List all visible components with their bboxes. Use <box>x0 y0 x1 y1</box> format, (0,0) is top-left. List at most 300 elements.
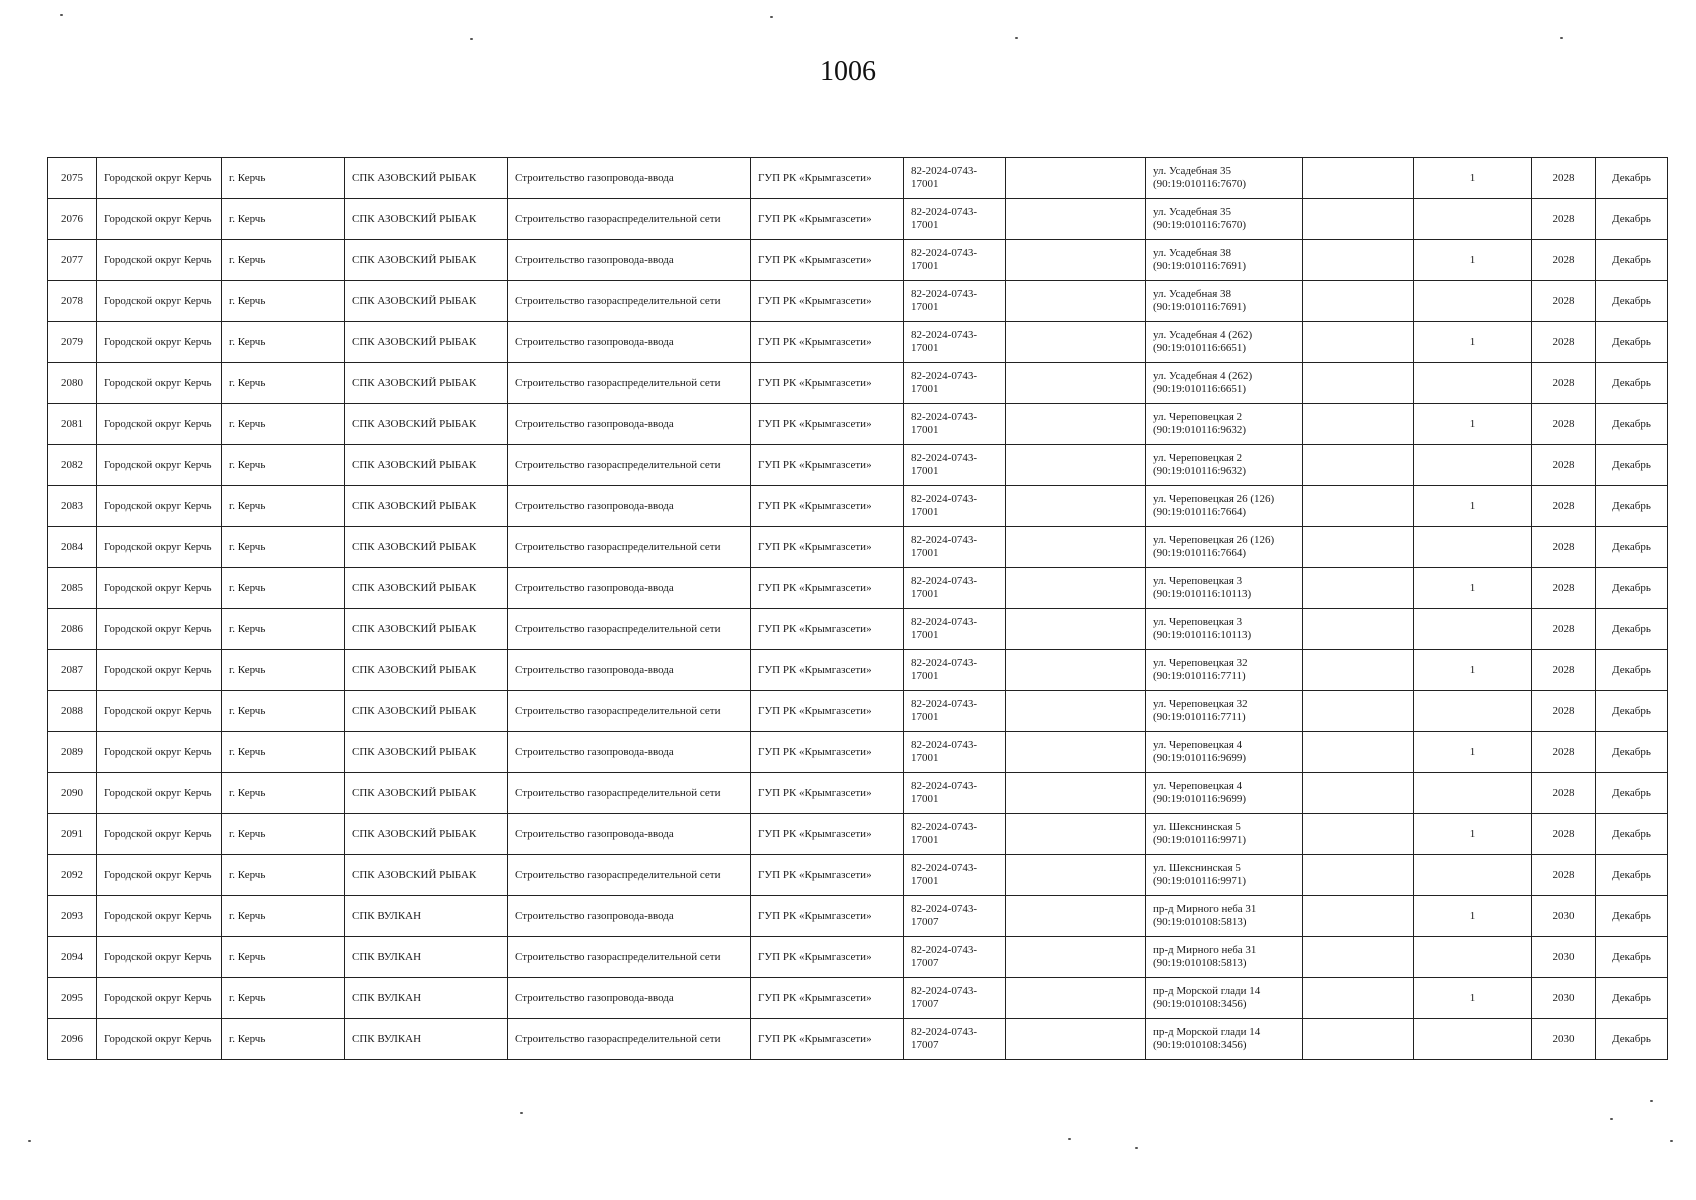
month-cell: Декабрь <box>1596 322 1668 363</box>
year-cell: 2028 <box>1532 445 1596 486</box>
city-cell: г. Керчь <box>222 773 345 814</box>
operator-cell: ГУП РК «Крымгазсети» <box>751 609 904 650</box>
operator-cell: ГУП РК «Крымгазсети» <box>751 937 904 978</box>
blank-cell <box>1006 896 1146 937</box>
year-cell: 2028 <box>1532 404 1596 445</box>
work-type-cell: Строительство газопровода-ввода <box>508 158 751 199</box>
operator-cell: ГУП РК «Крымгазсети» <box>751 240 904 281</box>
blank-cell <box>1303 281 1414 322</box>
row-number: 2078 <box>48 281 97 322</box>
organization-cell: СПК АЗОВСКИЙ РЫБАК <box>345 773 508 814</box>
row-number: 2096 <box>48 1019 97 1060</box>
district-cell: Городской округ Керчь <box>97 199 222 240</box>
district-cell: Городской округ Керчь <box>97 568 222 609</box>
row-number: 2094 <box>48 937 97 978</box>
registration-number-cell: 82-2024-0743-17001 <box>904 773 1006 814</box>
organization-cell: СПК ВУЛКАН <box>345 1019 508 1060</box>
count-cell <box>1414 281 1532 322</box>
operator-cell: ГУП РК «Крымгазсети» <box>751 486 904 527</box>
operator-cell: ГУП РК «Крымгазсети» <box>751 281 904 322</box>
blank-cell <box>1303 609 1414 650</box>
operator-cell: ГУП РК «Крымгазсети» <box>751 1019 904 1060</box>
work-type-cell: Строительство газораспределительной сети <box>508 1019 751 1060</box>
month-cell: Декабрь <box>1596 814 1668 855</box>
district-cell: Городской округ Керчь <box>97 896 222 937</box>
district-cell: Городской округ Керчь <box>97 1019 222 1060</box>
blank-cell <box>1006 486 1146 527</box>
count-cell <box>1414 199 1532 240</box>
month-cell: Декабрь <box>1596 240 1668 281</box>
year-cell: 2028 <box>1532 732 1596 773</box>
city-cell: г. Керчь <box>222 158 345 199</box>
operator-cell: ГУП РК «Крымгазсети» <box>751 568 904 609</box>
registration-number-cell: 82-2024-0743-17001 <box>904 732 1006 773</box>
registration-number-cell: 82-2024-0743-17007 <box>904 978 1006 1019</box>
month-cell: Декабрь <box>1596 1019 1668 1060</box>
row-number: 2089 <box>48 732 97 773</box>
operator-cell: ГУП РК «Крымгазсети» <box>751 773 904 814</box>
month-cell: Декабрь <box>1596 896 1668 937</box>
month-cell: Декабрь <box>1596 855 1668 896</box>
city-cell: г. Керчь <box>222 978 345 1019</box>
month-cell: Декабрь <box>1596 978 1668 1019</box>
row-number: 2085 <box>48 568 97 609</box>
count-cell <box>1414 937 1532 978</box>
district-cell: Городской округ Керчь <box>97 978 222 1019</box>
district-cell: Городской округ Керчь <box>97 486 222 527</box>
district-cell: Городской округ Керчь <box>97 445 222 486</box>
month-cell: Декабрь <box>1596 650 1668 691</box>
blank-cell <box>1303 814 1414 855</box>
address-cell: ул. Череповецкая 2 (90:19:010116:9632) <box>1146 404 1303 445</box>
month-cell: Декабрь <box>1596 568 1668 609</box>
count-cell <box>1414 445 1532 486</box>
operator-cell: ГУП РК «Крымгазсети» <box>751 363 904 404</box>
row-number: 2076 <box>48 199 97 240</box>
district-cell: Городской округ Керчь <box>97 732 222 773</box>
blank-cell <box>1303 732 1414 773</box>
table-row <box>48 691 1668 732</box>
organization-cell: СПК АЗОВСКИЙ РЫБАК <box>345 691 508 732</box>
work-type-cell: Строительство газопровода-ввода <box>508 568 751 609</box>
organization-cell: СПК АЗОВСКИЙ РЫБАК <box>345 240 508 281</box>
registration-number-cell: 82-2024-0743-17001 <box>904 814 1006 855</box>
table-row <box>48 978 1668 1019</box>
year-cell: 2028 <box>1532 650 1596 691</box>
address-cell: ул. Череповецкая 3 (90:19:010116:10113) <box>1146 609 1303 650</box>
month-cell: Декабрь <box>1596 404 1668 445</box>
registration-number-cell: 82-2024-0743-17001 <box>904 568 1006 609</box>
blank-cell <box>1303 363 1414 404</box>
organization-cell: СПК АЗОВСКИЙ РЫБАК <box>345 527 508 568</box>
address-cell: ул. Усадебная 35 (90:19:010116:7670) <box>1146 158 1303 199</box>
count-cell <box>1414 855 1532 896</box>
count-cell <box>1414 363 1532 404</box>
page-number: 1006 <box>820 56 876 87</box>
blank-cell <box>1303 855 1414 896</box>
table-row <box>48 158 1668 199</box>
row-number: 2080 <box>48 363 97 404</box>
registration-number-cell: 82-2024-0743-17001 <box>904 527 1006 568</box>
address-cell: пр-д Морской глади 14 (90:19:010108:3456) <box>1146 978 1303 1019</box>
blank-cell <box>1303 322 1414 363</box>
blank-cell <box>1303 773 1414 814</box>
operator-cell: ГУП РК «Крымгазсети» <box>751 732 904 773</box>
month-cell: Декабрь <box>1596 199 1668 240</box>
registration-number-cell: 82-2024-0743-17007 <box>904 896 1006 937</box>
year-cell: 2028 <box>1532 527 1596 568</box>
blank-cell <box>1303 1019 1414 1060</box>
scan-speck <box>520 1112 523 1114</box>
scan-speck <box>1610 1118 1613 1120</box>
city-cell: г. Керчь <box>222 363 345 404</box>
month-cell: Декабрь <box>1596 281 1668 322</box>
row-number: 2079 <box>48 322 97 363</box>
city-cell: г. Керчь <box>222 732 345 773</box>
blank-cell <box>1006 1019 1146 1060</box>
city-cell: г. Керчь <box>222 281 345 322</box>
year-cell: 2028 <box>1532 855 1596 896</box>
operator-cell: ГУП РК «Крымгазсети» <box>751 404 904 445</box>
work-type-cell: Строительство газораспределительной сети <box>508 527 751 568</box>
scan-speck <box>1650 1100 1653 1102</box>
registration-number-cell: 82-2024-0743-17001 <box>904 363 1006 404</box>
organization-cell: СПК АЗОВСКИЙ РЫБАК <box>345 158 508 199</box>
count-cell: 1 <box>1414 486 1532 527</box>
table-row <box>48 568 1668 609</box>
count-cell: 1 <box>1414 158 1532 199</box>
district-cell: Городской округ Керчь <box>97 240 222 281</box>
district-cell: Городской округ Керчь <box>97 527 222 568</box>
row-number: 2093 <box>48 896 97 937</box>
table-row <box>48 937 1668 978</box>
blank-cell <box>1006 240 1146 281</box>
registration-number-cell: 82-2024-0743-17001 <box>904 281 1006 322</box>
registration-number-cell: 82-2024-0743-17001 <box>904 158 1006 199</box>
address-cell: ул. Череповецкая 4 (90:19:010116:9699) <box>1146 773 1303 814</box>
row-number: 2095 <box>48 978 97 1019</box>
month-cell: Декабрь <box>1596 732 1668 773</box>
month-cell: Декабрь <box>1596 363 1668 404</box>
blank-cell <box>1303 240 1414 281</box>
city-cell: г. Керчь <box>222 609 345 650</box>
operator-cell: ГУП РК «Крымгазсети» <box>751 896 904 937</box>
table-row <box>48 404 1668 445</box>
year-cell: 2028 <box>1532 568 1596 609</box>
row-number: 2087 <box>48 650 97 691</box>
month-cell: Декабрь <box>1596 609 1668 650</box>
city-cell: г. Керчь <box>222 445 345 486</box>
district-cell: Городской округ Керчь <box>97 363 222 404</box>
address-cell: ул. Усадебная 4 (262) (90:19:010116:6651) <box>1146 363 1303 404</box>
district-cell: Городской округ Керчь <box>97 609 222 650</box>
address-cell: ул. Череповецкая 32 (90:19:010116:7711) <box>1146 691 1303 732</box>
count-cell <box>1414 691 1532 732</box>
row-number: 2083 <box>48 486 97 527</box>
registration-number-cell: 82-2024-0743-17001 <box>904 650 1006 691</box>
city-cell: г. Керчь <box>222 1019 345 1060</box>
year-cell: 2028 <box>1532 773 1596 814</box>
work-type-cell: Строительство газопровода-ввода <box>508 322 751 363</box>
operator-cell: ГУП РК «Крымгазсети» <box>751 199 904 240</box>
row-number: 2086 <box>48 609 97 650</box>
work-type-cell: Строительство газопровода-ввода <box>508 240 751 281</box>
blank-cell <box>1303 158 1414 199</box>
blank-cell <box>1303 650 1414 691</box>
organization-cell: СПК АЗОВСКИЙ РЫБАК <box>345 445 508 486</box>
registration-number-cell: 82-2024-0743-17001 <box>904 486 1006 527</box>
address-cell: ул. Шекснинская 5 (90:19:010116:9971) <box>1146 855 1303 896</box>
month-cell: Декабрь <box>1596 486 1668 527</box>
organization-cell: СПК АЗОВСКИЙ РЫБАК <box>345 568 508 609</box>
registration-number-cell: 82-2024-0743-17007 <box>904 1019 1006 1060</box>
district-cell: Городской округ Керчь <box>97 855 222 896</box>
month-cell: Декабрь <box>1596 445 1668 486</box>
row-number: 2090 <box>48 773 97 814</box>
scan-speck <box>28 1140 31 1142</box>
city-cell: г. Керчь <box>222 650 345 691</box>
count-cell: 1 <box>1414 322 1532 363</box>
organization-cell: СПК АЗОВСКИЙ РЫБАК <box>345 732 508 773</box>
count-cell: 1 <box>1414 896 1532 937</box>
year-cell: 2030 <box>1532 937 1596 978</box>
operator-cell: ГУП РК «Крымгазсети» <box>751 691 904 732</box>
work-type-cell: Строительство газораспределительной сети <box>508 937 751 978</box>
work-type-cell: Строительство газопровода-ввода <box>508 486 751 527</box>
table-row <box>48 814 1668 855</box>
month-cell: Декабрь <box>1596 527 1668 568</box>
registration-number-cell: 82-2024-0743-17001 <box>904 322 1006 363</box>
city-cell: г. Керчь <box>222 322 345 363</box>
scan-speck <box>1560 37 1563 39</box>
row-number: 2077 <box>48 240 97 281</box>
blank-cell <box>1303 978 1414 1019</box>
organization-cell: СПК АЗОВСКИЙ РЫБАК <box>345 199 508 240</box>
count-cell: 1 <box>1414 240 1532 281</box>
blank-cell <box>1303 896 1414 937</box>
table-row <box>48 322 1668 363</box>
row-number: 2081 <box>48 404 97 445</box>
work-type-cell: Строительство газораспределительной сети <box>508 445 751 486</box>
address-cell: ул. Усадебная 38 (90:19:010116:7691) <box>1146 281 1303 322</box>
table-row <box>48 486 1668 527</box>
year-cell: 2028 <box>1532 240 1596 281</box>
organization-cell: СПК АЗОВСКИЙ РЫБАК <box>345 322 508 363</box>
scan-speck <box>1135 1147 1138 1149</box>
organization-cell: СПК АЗОВСКИЙ РЫБАК <box>345 650 508 691</box>
registration-number-cell: 82-2024-0743-17007 <box>904 937 1006 978</box>
work-type-cell: Строительство газораспределительной сети <box>508 199 751 240</box>
count-cell <box>1414 1019 1532 1060</box>
work-type-cell: Строительство газораспределительной сети <box>508 855 751 896</box>
city-cell: г. Керчь <box>222 240 345 281</box>
blank-cell <box>1006 691 1146 732</box>
month-cell: Декабрь <box>1596 691 1668 732</box>
blank-cell <box>1006 732 1146 773</box>
table-row <box>48 527 1668 568</box>
work-type-cell: Строительство газораспределительной сети <box>508 691 751 732</box>
district-cell: Городской округ Керчь <box>97 404 222 445</box>
city-cell: г. Керчь <box>222 896 345 937</box>
work-type-cell: Строительство газораспределительной сети <box>508 773 751 814</box>
blank-cell <box>1303 486 1414 527</box>
count-cell: 1 <box>1414 650 1532 691</box>
organization-cell: СПК АЗОВСКИЙ РЫБАК <box>345 281 508 322</box>
operator-cell: ГУП РК «Крымгазсети» <box>751 445 904 486</box>
organization-cell: СПК АЗОВСКИЙ РЫБАК <box>345 814 508 855</box>
row-number: 2084 <box>48 527 97 568</box>
address-cell: пр-д Морской глади 14 (90:19:010108:3456) <box>1146 1019 1303 1060</box>
blank-cell <box>1303 568 1414 609</box>
address-cell: ул. Усадебная 4 (262) (90:19:010116:6651) <box>1146 322 1303 363</box>
address-cell: ул. Шекснинская 5 (90:19:010116:9971) <box>1146 814 1303 855</box>
blank-cell <box>1303 937 1414 978</box>
organization-cell: СПК АЗОВСКИЙ РЫБАК <box>345 486 508 527</box>
scan-speck <box>1068 1138 1071 1140</box>
address-cell: ул. Череповецкая 26 (126) (90:19:010116:7664) <box>1146 527 1303 568</box>
year-cell: 2028 <box>1532 609 1596 650</box>
table-row <box>48 199 1668 240</box>
address-cell: ул. Усадебная 35 (90:19:010116:7670) <box>1146 199 1303 240</box>
table-row <box>48 363 1668 404</box>
address-cell: ул. Череповецкая 4 (90:19:010116:9699) <box>1146 732 1303 773</box>
district-cell: Городской округ Керчь <box>97 322 222 363</box>
blank-cell <box>1303 445 1414 486</box>
count-cell <box>1414 527 1532 568</box>
city-cell: г. Керчь <box>222 691 345 732</box>
blank-cell <box>1006 445 1146 486</box>
year-cell: 2028 <box>1532 814 1596 855</box>
month-cell: Декабрь <box>1596 937 1668 978</box>
organization-cell: СПК АЗОВСКИЙ РЫБАК <box>345 404 508 445</box>
scan-speck <box>60 14 63 16</box>
registration-number-cell: 82-2024-0743-17001 <box>904 240 1006 281</box>
work-type-cell: Строительство газопровода-ввода <box>508 896 751 937</box>
city-cell: г. Керчь <box>222 855 345 896</box>
city-cell: г. Керчь <box>222 486 345 527</box>
blank-cell <box>1006 773 1146 814</box>
organization-cell: СПК ВУЛКАН <box>345 937 508 978</box>
blank-cell <box>1006 404 1146 445</box>
operator-cell: ГУП РК «Крымгазсети» <box>751 527 904 568</box>
scan-speck <box>470 38 473 40</box>
blank-cell <box>1006 527 1146 568</box>
address-cell: ул. Череповецкая 2 (90:19:010116:9632) <box>1146 445 1303 486</box>
blank-cell <box>1006 855 1146 896</box>
table-row <box>48 281 1668 322</box>
blank-cell <box>1303 404 1414 445</box>
blank-cell <box>1303 691 1414 732</box>
blank-cell <box>1303 199 1414 240</box>
address-cell: ул. Череповецкая 26 (126) (90:19:010116:7664) <box>1146 486 1303 527</box>
city-cell: г. Керчь <box>222 404 345 445</box>
year-cell: 2030 <box>1532 978 1596 1019</box>
year-cell: 2028 <box>1532 322 1596 363</box>
work-type-cell: Строительство газораспределительной сети <box>508 609 751 650</box>
blank-cell <box>1006 814 1146 855</box>
work-type-cell: Строительство газопровода-ввода <box>508 732 751 773</box>
address-cell: ул. Череповецкая 3 (90:19:010116:10113) <box>1146 568 1303 609</box>
district-cell: Городской округ Керчь <box>97 937 222 978</box>
organization-cell: СПК АЗОВСКИЙ РЫБАК <box>345 363 508 404</box>
table-row <box>48 855 1668 896</box>
row-number: 2075 <box>48 158 97 199</box>
city-cell: г. Керчь <box>222 568 345 609</box>
count-cell <box>1414 773 1532 814</box>
table-row <box>48 773 1668 814</box>
work-type-cell: Строительство газопровода-ввода <box>508 404 751 445</box>
table-row <box>48 1019 1668 1060</box>
address-cell: пр-д Мирного неба 31 (90:19:010108:5813) <box>1146 896 1303 937</box>
operator-cell: ГУП РК «Крымгазсети» <box>751 322 904 363</box>
registration-number-cell: 82-2024-0743-17001 <box>904 609 1006 650</box>
city-cell: г. Керчь <box>222 814 345 855</box>
blank-cell <box>1006 363 1146 404</box>
blank-cell <box>1006 650 1146 691</box>
address-cell: пр-д Мирного неба 31 (90:19:010108:5813) <box>1146 937 1303 978</box>
district-cell: Городской округ Керчь <box>97 814 222 855</box>
blank-cell <box>1006 978 1146 1019</box>
district-cell: Городской округ Керчь <box>97 281 222 322</box>
district-cell: Городской округ Керчь <box>97 691 222 732</box>
organization-cell: СПК ВУЛКАН <box>345 978 508 1019</box>
count-cell: 1 <box>1414 814 1532 855</box>
row-number: 2092 <box>48 855 97 896</box>
year-cell: 2028 <box>1532 158 1596 199</box>
work-type-cell: Строительство газопровода-ввода <box>508 814 751 855</box>
year-cell: 2030 <box>1532 1019 1596 1060</box>
month-cell: Декабрь <box>1596 158 1668 199</box>
registration-number-cell: 82-2024-0743-17001 <box>904 199 1006 240</box>
registration-number-cell: 82-2024-0743-17001 <box>904 404 1006 445</box>
blank-cell <box>1006 281 1146 322</box>
city-cell: г. Керчь <box>222 937 345 978</box>
blank-cell <box>1006 568 1146 609</box>
table-row <box>48 240 1668 281</box>
gasification-register-table <box>47 157 1668 1060</box>
table-row <box>48 650 1668 691</box>
operator-cell: ГУП РК «Крымгазсети» <box>751 855 904 896</box>
row-number: 2088 <box>48 691 97 732</box>
registration-number-cell: 82-2024-0743-17001 <box>904 855 1006 896</box>
blank-cell <box>1006 199 1146 240</box>
count-cell <box>1414 609 1532 650</box>
blank-cell <box>1006 937 1146 978</box>
table-row <box>48 609 1668 650</box>
organization-cell: СПК АЗОВСКИЙ РЫБАК <box>345 609 508 650</box>
organization-cell: СПК АЗОВСКИЙ РЫБАК <box>345 855 508 896</box>
work-type-cell: Строительство газопровода-ввода <box>508 978 751 1019</box>
city-cell: г. Керчь <box>222 527 345 568</box>
count-cell: 1 <box>1414 404 1532 445</box>
work-type-cell: Строительство газопровода-ввода <box>508 650 751 691</box>
year-cell: 2028 <box>1532 281 1596 322</box>
blank-cell <box>1303 527 1414 568</box>
district-cell: Городской округ Керчь <box>97 158 222 199</box>
month-cell: Декабрь <box>1596 773 1668 814</box>
count-cell: 1 <box>1414 568 1532 609</box>
table-row <box>48 896 1668 937</box>
year-cell: 2028 <box>1532 363 1596 404</box>
row-number: 2082 <box>48 445 97 486</box>
blank-cell <box>1006 609 1146 650</box>
operator-cell: ГУП РК «Крымгазсети» <box>751 158 904 199</box>
table-row <box>48 445 1668 486</box>
blank-cell <box>1006 322 1146 363</box>
scan-speck <box>770 16 773 18</box>
registration-number-cell: 82-2024-0743-17001 <box>904 445 1006 486</box>
scan-speck <box>1670 1140 1673 1142</box>
